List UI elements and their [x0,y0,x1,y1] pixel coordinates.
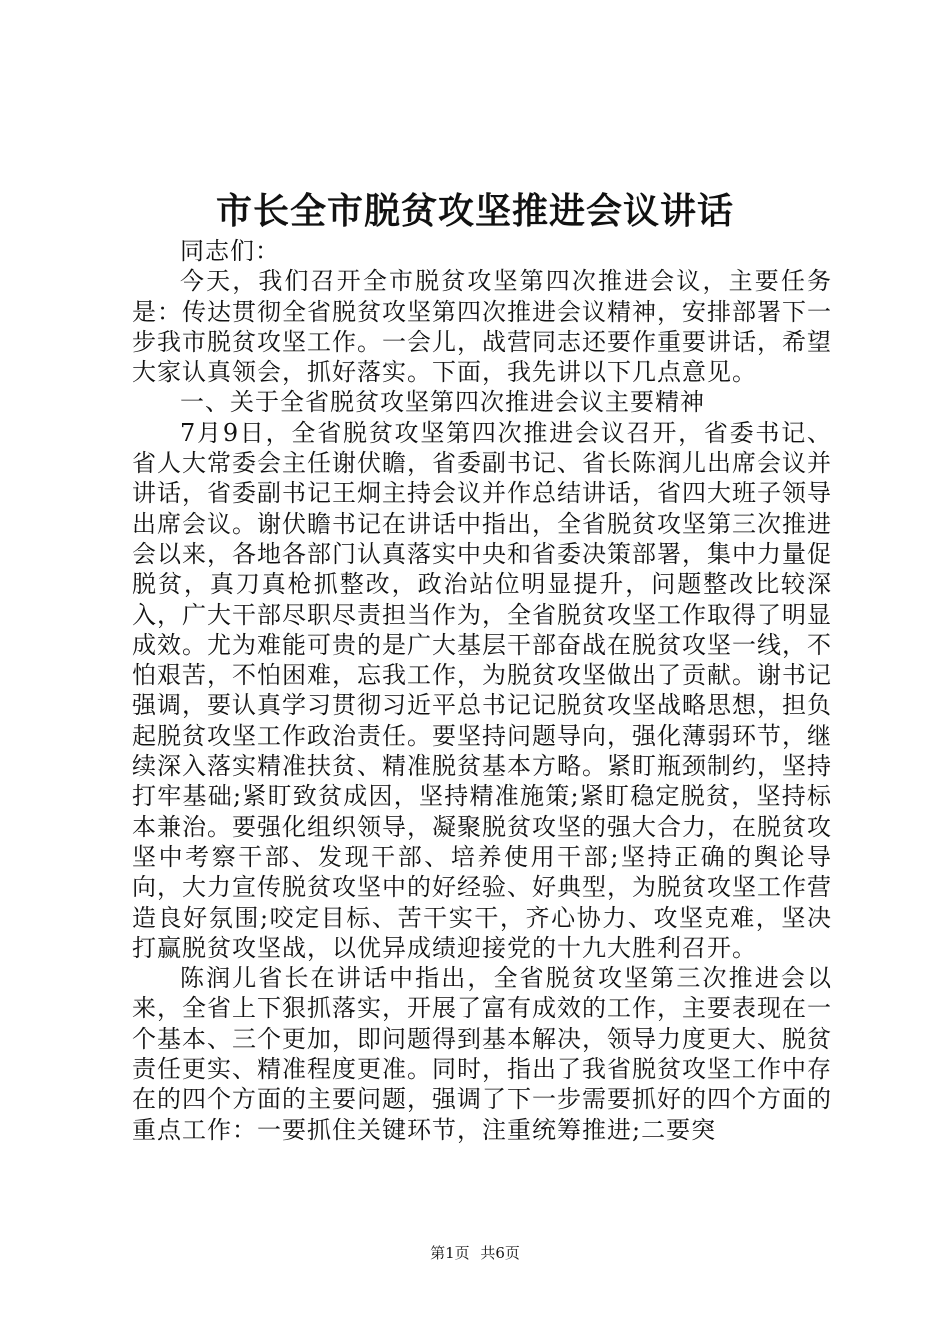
page-total: 共6页 [480,1244,520,1262]
section-heading-1: 一、关于全省脱贫攻坚第四次推进会议主要精神 [180,388,705,417]
salutation: 同志们： [180,237,280,265]
page-number: 第1页 [430,1244,470,1262]
paragraph-intro: 今天，我们召开全市脱贫攻坚第四次推进会议，主要任务是：传达贯彻全省脱贫攻坚第四次推进会议精神，安排部署下一步我市脱贫攻坚工作。一会儿，战营同志还要作重要讲话，希望大家认真领会，抓好落实。下面，我先讲以下几点意见。 [132,267,832,387]
page-footer [0,1242,950,1264]
document-title: 市长全市脱贫攻坚推进会议讲话 [215,190,734,232]
paragraph-chen-speech: 陈润儿省长在讲话中指出，全省脱贫攻坚第三次推进会以来，全省上下狠抓落实，开展了富有成效的工作，主要表现在一个基本、三个更加，即问题得到基本解决，领导力度更大、脱贫责任更实、精准程度更准。同时，指出了我省脱贫攻坚工作中存在的四个方面的主要问题，强调了下一步需要抓好的四个方面的重点工作：一要抓住关键环节，注重统筹推进;二要突 [132,964,832,1144]
document-body [132,236,832,1145]
paragraph-xie-speech: 7月9日，全省脱贫攻坚第四次推进会议召开，省委书记、省人大常委会主任谢伏瞻，省委副书记、省长陈润儿出席会议并讲话，省委副书记王炯主持会议并作总结讲话，省四大班子领导出席会议。谢伏瞻书记在讲话中指出，全省脱贫攻坚第三次推进会以来，各地各部门认真落实中央和省委决策部署，集中力量促脱贫，真刀真枪抓整改，政治站位明显提升，问题整改比较深入，广大干部尽职尽责担当作为，全省脱贫攻坚工作取得了明显成效。尤为难能可贵的是广大基层干部奋战在脱贫攻坚一线，不怕艰苦，不怕困难，忘我工作，为脱贫攻坚做出了贡献。谢书记强调，要认真学习贯彻习近平总书记记脱贫攻坚战略思想，担负起脱贫攻坚工作政治责任。要坚持问题导向，强化薄弱环节，继续深入落实精准扶贫、精准脱贫基本方略。紧盯瓶颈制约，坚持打牢基础;紧盯致贫成因，坚持精准施策;紧盯稳定脱贫，坚持标本兼治。要强化组织领导，凝聚脱贫攻坚的强大合力，在脱贫攻坚中考察干部、发现干部、培养使用干部;坚持正确的舆论导向，大力宣传脱贫攻坚中的好经验、好典型，为脱贫攻坚工作营造良好氛围;咬定目标、苦干实干，齐心协力、攻坚克难，坚决打赢脱贫攻坚战，以优异成绩迎接党的十九大胜利召开。 [132,418,832,962]
